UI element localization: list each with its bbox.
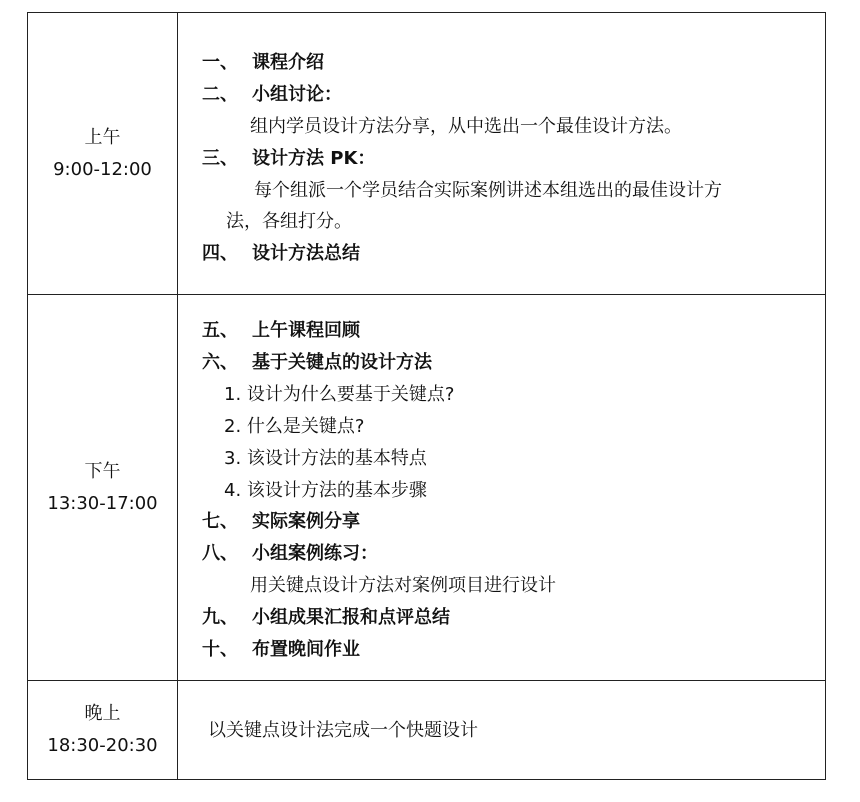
agenda-heading xyxy=(202,84,342,106)
time-range: 18:30-20:30 xyxy=(47,735,158,756)
time-range: 9:00-12:00 xyxy=(53,158,152,180)
period-label: 上午 xyxy=(84,126,121,148)
agenda-detail: 组内学员设计方法分享，从中选出一个最佳设计方法。 xyxy=(250,116,682,137)
evening-task: 以关键点设计法完成一个快题设计 xyxy=(208,720,478,741)
item-number: 十、 xyxy=(202,639,238,660)
time-range: 13:30-17:00 xyxy=(47,492,158,514)
time-cell-morning xyxy=(28,13,178,295)
item-title: 基于关键点的设计方法 xyxy=(252,352,432,373)
subitem-number: 2. xyxy=(224,416,242,437)
item-title: 上午课程回顾 xyxy=(252,320,360,341)
item-title: 小组讨论： xyxy=(252,84,342,105)
subitem-number: 3. xyxy=(224,448,242,469)
agenda-subitem xyxy=(224,480,427,502)
subitem-text: 该设计方法的基本步骤 xyxy=(246,480,427,501)
subitem-text: 设计为什么要基于关键点? xyxy=(246,384,455,405)
content-cell-afternoon xyxy=(178,295,826,681)
item-number: 六、 xyxy=(202,352,238,373)
period-label: 下午 xyxy=(84,460,121,482)
agenda-heading xyxy=(202,543,378,565)
subitem-number: 4. xyxy=(224,480,242,501)
time-cell-afternoon xyxy=(28,295,178,681)
item-number: 一、 xyxy=(202,52,238,73)
period-label: 晚上 xyxy=(84,703,121,724)
item-title: 实际案例分享 xyxy=(252,511,360,532)
content-cell-evening xyxy=(178,681,826,780)
item-number: 二、 xyxy=(202,84,238,105)
agenda-subitem xyxy=(224,384,454,406)
agenda-subitem xyxy=(224,448,427,470)
subitem-text: 什么是关键点? xyxy=(246,416,365,437)
item-title: 小组成果汇报和点评总结 xyxy=(252,607,450,628)
agenda-heading xyxy=(202,607,450,629)
item-number: 九、 xyxy=(202,607,238,628)
schedule-row-morning xyxy=(28,13,826,295)
subitem-number: 1. xyxy=(224,384,242,405)
item-number: 八、 xyxy=(202,543,238,564)
schedule-table xyxy=(27,12,826,780)
item-title: 课程介绍 xyxy=(252,52,324,73)
item-number: 三、 xyxy=(202,148,238,169)
item-title: 设计方法 PK： xyxy=(252,148,376,169)
agenda-detail: 法，各组打分。 xyxy=(226,211,352,232)
item-number: 四、 xyxy=(202,243,238,264)
agenda-detail: 用关键点设计方法对案例项目进行设计 xyxy=(250,575,556,596)
item-number: 七、 xyxy=(202,511,238,532)
agenda-heading xyxy=(202,148,375,170)
agenda-heading xyxy=(202,243,360,265)
schedule-row-afternoon xyxy=(28,295,826,681)
item-title: 设计方法总结 xyxy=(252,243,360,264)
agenda-heading xyxy=(202,511,360,533)
agenda-heading xyxy=(202,320,360,342)
agenda-heading xyxy=(202,352,432,374)
item-title: 小组案例练习： xyxy=(252,543,378,564)
time-cell-evening xyxy=(28,681,178,780)
agenda-heading xyxy=(202,52,324,74)
agenda-heading xyxy=(202,639,360,661)
schedule-row-evening xyxy=(28,681,826,780)
subitem-text: 该设计方法的基本特点 xyxy=(246,448,427,469)
agenda-detail: 每个组派一个学员结合实际案例讲述本组选出的最佳设计方 xyxy=(254,180,722,201)
item-number: 五、 xyxy=(202,320,238,341)
content-cell-morning xyxy=(178,13,826,295)
agenda-subitem xyxy=(224,416,364,438)
item-title: 布置晚间作业 xyxy=(252,639,360,660)
